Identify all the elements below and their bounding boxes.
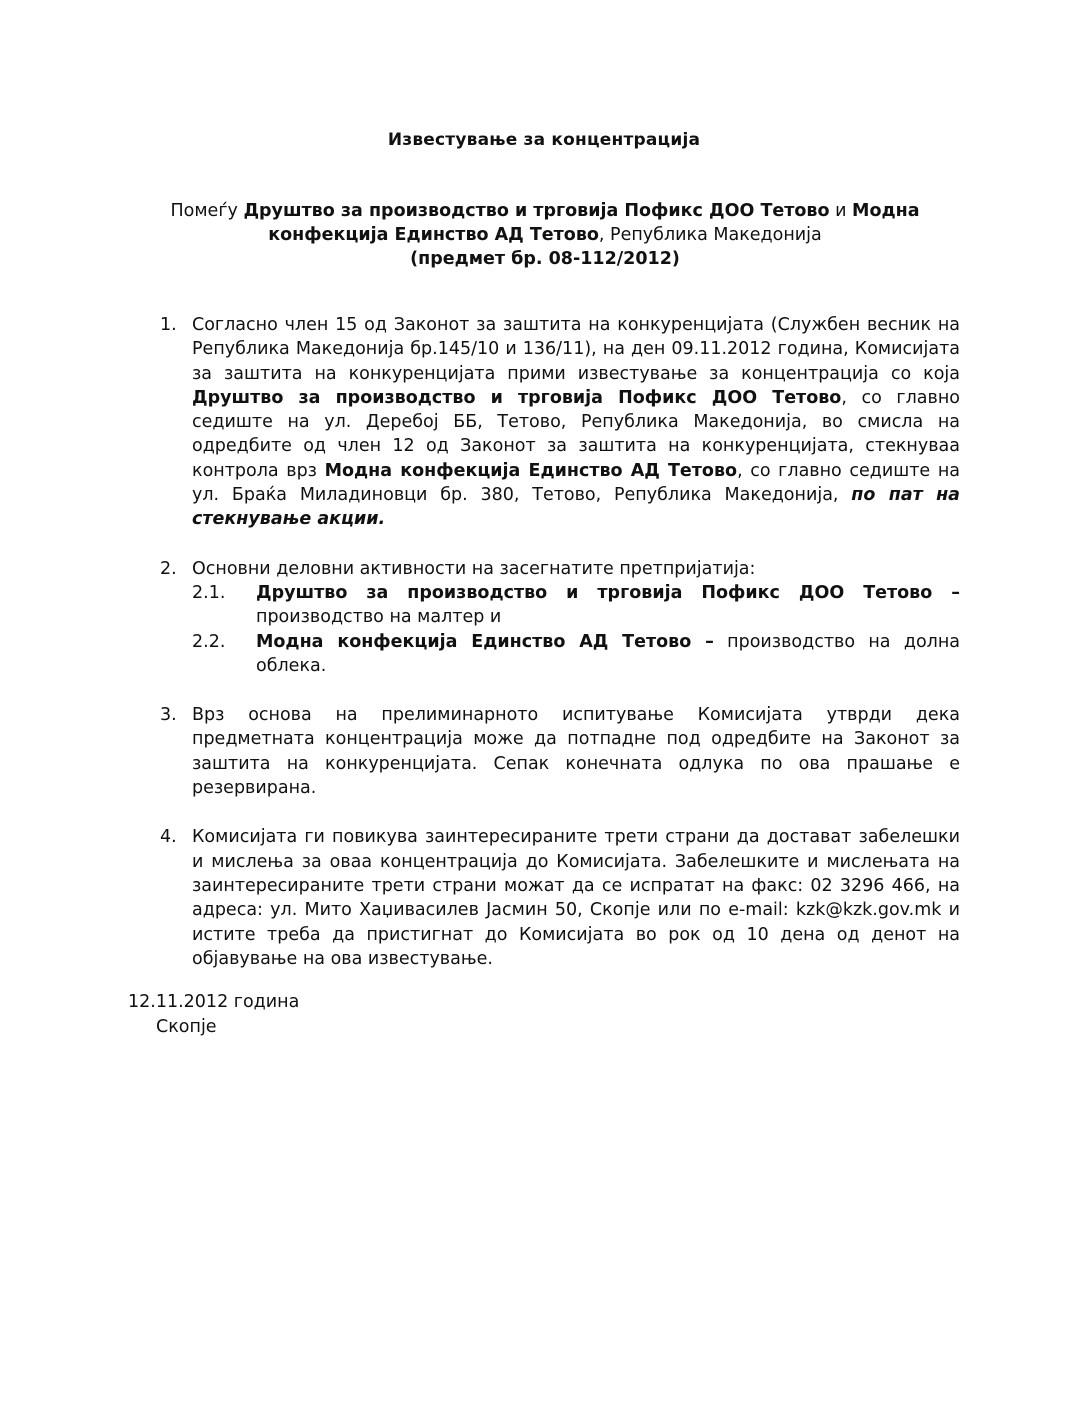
footer-city: Скопје <box>156 1017 217 1037</box>
sub-item-number: 2.1. <box>192 582 226 603</box>
item-number: 3. <box>160 705 177 726</box>
document-footer <box>128 990 299 1040</box>
sub-item-2-1-text: производство на малтер и <box>256 607 502 628</box>
item-4-text: Комисијата ги повикува заинтересираните трети страни да доставaт забелешки и мислења за оваа концентрација до Комисијата. Забелешките и мислењата на заинтересираните трети страни можат да се испратат на факс: 02 3296 466, на адреса: ул. Мито Хаџивасилев Јасмин 50, Скопје или по e-mail: kzk@kzk.gov.mk и истите треба да пристигнат до Комисијата во рок од 10 дена од денот на објавување на ова известување. <box>192 827 960 969</box>
sub-item-2-2 <box>192 630 960 679</box>
subtitle-party-b: Модна конфекција Единство АД Тетово <box>268 201 920 245</box>
subtitle-prefix: Помеѓу <box>170 201 244 221</box>
sub-item-2-1 <box>192 581 960 630</box>
item-1-bold-1: Друштво за производство и трговија Пофикс ДОО Тетово <box>192 387 842 408</box>
sub-item-2-2-bold: Модна конфекција Единство АД Тетово – <box>256 631 714 652</box>
item-3-text: Врз основа на прелиминарното испитување Комисијата утврди дека предметната концентрација може да потпадне под одредбите на Законот за заштита на конкуренцијата. Сепак конечната одлука по ова прашање е резервирана. <box>192 705 960 799</box>
item-1-text-1: Согласно член 15 од Законот за заштита на конкуренцијата (Службен весник на Република Македонија бр.145/10 и 136/11), на ден 09.11.2012 година, Комисијата за заштита на конкуренцијата прими известување за концентрација со која <box>192 315 960 384</box>
item-number: 1. <box>160 315 177 335</box>
footer-date: 12.11.2012 година <box>128 992 300 1012</box>
list-item-4 <box>160 825 960 971</box>
subtitle-connector: и <box>829 201 853 221</box>
item-2-text: Основни деловни активности на засегнатите претпријатија: <box>192 558 756 579</box>
sub-item-2-2-text: производство на долна облека. <box>256 631 961 676</box>
sub-item-number: 2.2. <box>192 631 226 652</box>
item-1-bold-2: Модна конфекција Единство АД Тетово <box>324 460 738 481</box>
item-1-text-3: , со главно седиште на ул. Браќа Миладиновци бр. 380, Тетово, Република Македонија, <box>192 460 960 506</box>
list-item-1 <box>160 313 960 532</box>
item-number: 4. <box>160 827 177 848</box>
document-subtitle <box>150 199 940 271</box>
item-1-text-2: , со главно седиште на ул. Деребој ББ, Тетово, Република Македонија, во смисла на одредбите од член 12 од Законот за заштита на конкуренцијата, стекнуваа контрола врз <box>192 387 960 481</box>
case-number: (предмет бр. 08-112/2012) <box>410 249 680 269</box>
sub-item-2-1-bold: Друштво за производство и трговија Пофикс ДОО Тетово – <box>256 582 960 603</box>
item-1-bold-italic: по пат на стекнување акции. <box>192 485 960 530</box>
subtitle-party-a: Друштво за производство и трговија Пофикс ДОО Тетово <box>243 201 830 221</box>
subtitle-suffix: , Република Македонија <box>598 225 822 245</box>
item-number: 2. <box>160 558 177 579</box>
list-item-2 <box>160 557 960 678</box>
numbered-list <box>160 313 960 996</box>
document-title: Известување за концентрација <box>387 130 701 150</box>
list-item-3 <box>160 703 960 800</box>
